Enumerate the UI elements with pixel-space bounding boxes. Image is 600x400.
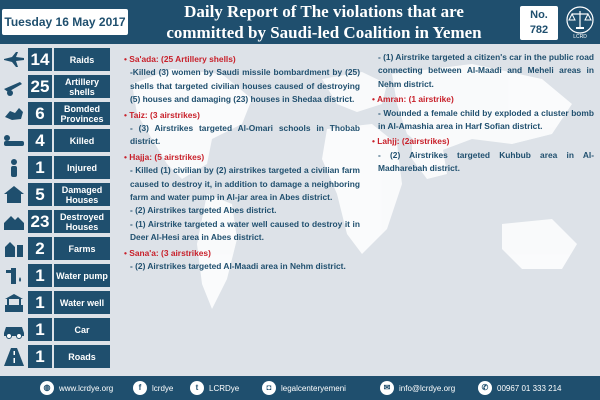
report-item: - Wounded a female child by exploded a cluster bomb in Al-Amashia area in Harf Sofian district. xyxy=(378,107,594,132)
twitter-link[interactable] xyxy=(190,381,239,395)
report-number: 782 xyxy=(529,24,549,36)
footer-text: LCRDye xyxy=(209,383,240,393)
raid-icon xyxy=(2,49,26,70)
footer-text: lcrdye xyxy=(152,383,174,393)
stat-raids xyxy=(0,48,112,71)
email-icon: ✉ xyxy=(380,381,394,395)
stat-number: 14 xyxy=(28,48,52,71)
stat-artillery xyxy=(0,75,112,98)
region-block xyxy=(124,247,360,274)
region-block xyxy=(124,151,360,245)
stat-label: Water well xyxy=(54,291,110,314)
water-well-icon xyxy=(2,292,26,313)
stat-label: Roads xyxy=(54,345,110,368)
stat-label: Bomded Provinces xyxy=(54,102,110,125)
region-heading: • Sana'a: (3 airstrikes) xyxy=(124,247,360,260)
instagram-icon: ◘ xyxy=(262,381,276,395)
stat-label: Artillery shells xyxy=(54,75,110,98)
website-icon: ◍ xyxy=(40,381,54,395)
destroyed-house-icon xyxy=(2,211,26,232)
footer-text: info@lcrdye.org xyxy=(399,383,456,393)
stat-water-pump xyxy=(0,264,112,287)
region-heading: • Amran: (1 airstrike) xyxy=(372,93,594,106)
twitter-icon: t xyxy=(190,381,204,395)
stat-destroyed-houses xyxy=(0,210,112,233)
footer-text: legalcenteryemeni xyxy=(281,383,346,393)
report-number-label: No. xyxy=(530,9,548,21)
stat-number: 6 xyxy=(28,102,52,125)
report-date: Tuesday 16 May 2017 xyxy=(2,9,128,35)
email-link[interactable] xyxy=(380,381,455,395)
water-pump-icon xyxy=(2,265,26,286)
footer-contact-bar xyxy=(0,376,600,400)
stat-injured xyxy=(0,156,112,179)
report-item: - (2) Airstrikes targeted Kuhbub area in Al-Madharebah district. xyxy=(378,149,594,174)
stat-number: 2 xyxy=(28,237,52,260)
stat-roads xyxy=(0,345,112,368)
road-icon xyxy=(2,346,26,367)
stat-label: Farms xyxy=(54,237,110,260)
phone-link[interactable] xyxy=(478,381,562,395)
stat-farms xyxy=(0,237,112,260)
report-item: - (1) Airstrike targeted a water well caused to destroy it in Deer Al-Hesi area in Abes district. xyxy=(130,218,360,243)
report-item: - (1) Airstrike targeted a citizen's car in the public road connecting between Al-Maadi and Meheli areas in Nehm district. xyxy=(378,52,594,89)
stat-number: 5 xyxy=(28,183,52,206)
region-heading: • Hajja: (5 airstrikes) xyxy=(124,151,360,164)
footer-text: www.lcrdye.org xyxy=(59,383,114,393)
stat-killed xyxy=(0,129,112,152)
stat-label: Water pump xyxy=(54,264,110,287)
report-number-box xyxy=(520,6,558,40)
facebook-link[interactable] xyxy=(133,381,173,395)
title-line-2: committed by Saudi-led Coalition in Yemen xyxy=(166,23,482,42)
report-item: -Killed (3) women by Saudi missile bombardment by (25) shells that targeted civilian houses caused of destroying (5) houses and damaging (23) houses in Shedaa district. xyxy=(130,67,360,105)
stat-number: 25 xyxy=(28,75,52,98)
report-item: - (2) Airstrikes targeted Abes district. xyxy=(130,205,277,216)
stat-water-well xyxy=(0,291,112,314)
stat-number: 1 xyxy=(28,318,52,341)
region-heading: • Taiz: (3 airstrikes) xyxy=(124,109,360,122)
phone-icon: ✆ xyxy=(478,381,492,395)
bombed-provinces-icon xyxy=(2,103,26,124)
header-bar xyxy=(0,0,600,44)
report-column-left xyxy=(124,51,360,274)
region-block xyxy=(124,109,360,149)
injured-icon xyxy=(2,157,26,178)
stat-number: 23 xyxy=(28,210,52,233)
region-block xyxy=(372,93,594,133)
footer-text: 00967 01 333 214 xyxy=(497,383,562,393)
report-item: - Killed (1) civilian by (2) airstrikes targeted a civilian farm caused to destroy it, in addition to damage a neighboring farm and water pump in Al-jar area in Abes district. xyxy=(130,165,360,203)
region-heading: • Sa'ada: (25 Artillery shells) xyxy=(124,53,360,66)
report-item: - (2) Airstrikes targeted Al-Maadi area in Nehm district. xyxy=(130,261,346,272)
car-icon xyxy=(2,319,26,340)
region-block xyxy=(124,53,360,107)
killed-icon xyxy=(2,130,26,151)
facebook-icon: f xyxy=(133,381,147,395)
stat-label: Damaged Houses xyxy=(54,183,110,206)
region-heading: • Lahjj: (2airstrikes) xyxy=(372,135,594,148)
report-body xyxy=(0,44,600,376)
stat-car xyxy=(0,318,112,341)
stat-label: Injured xyxy=(54,156,110,179)
report-item: - (3) Airstrikes targeted Al-Omari schools in Thobab district. xyxy=(130,123,360,147)
instagram-link[interactable] xyxy=(262,381,346,395)
stat-number: 1 xyxy=(28,264,52,287)
stat-number: 1 xyxy=(28,291,52,314)
region-block xyxy=(372,135,594,175)
stat-number: 4 xyxy=(28,129,52,152)
artillery-icon xyxy=(2,76,26,97)
scales-of-justice-logo-icon xyxy=(564,5,596,39)
report-title xyxy=(136,1,512,43)
stat-label: Killed xyxy=(54,129,110,152)
title-line-1: Daily Report of The violations that are xyxy=(184,2,464,21)
farm-icon xyxy=(2,238,26,259)
stat-label: Destroyed Houses xyxy=(54,210,110,233)
stat-label: Raids xyxy=(54,48,110,71)
stat-number: 1 xyxy=(28,156,52,179)
stat-bombed-provinces xyxy=(0,102,112,125)
stat-damaged-houses xyxy=(0,183,112,206)
website-link[interactable] xyxy=(40,381,113,395)
damaged-house-icon xyxy=(2,184,26,205)
stat-label: Car xyxy=(54,318,110,341)
logo-text: LCRD xyxy=(573,34,587,39)
report-column-right xyxy=(372,51,594,176)
stat-number: 1 xyxy=(28,345,52,368)
